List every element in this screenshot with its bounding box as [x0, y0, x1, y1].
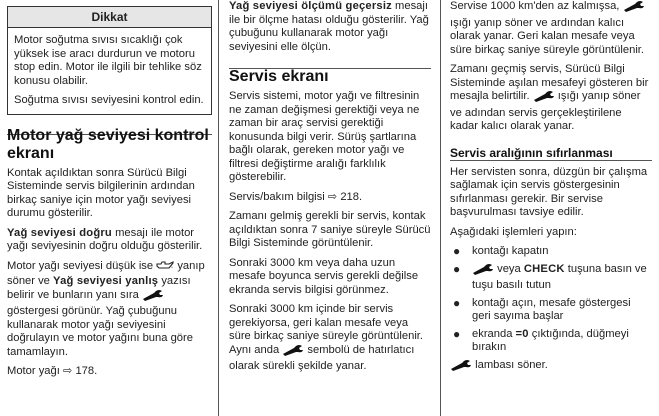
bullet-icon: ●: [453, 295, 461, 310]
list-item: [450, 297, 652, 324]
paragraph-text: lambası söner.: [472, 358, 548, 371]
column-divider-1: [218, 0, 219, 416]
paragraph-text: Motor yağı seviyesi düşük ise: [7, 259, 157, 272]
list-item-text: kontağı açın, mesafe göstergesi geri sayıma başlar: [472, 296, 631, 322]
paragraph-text: mesajı ile motor yağı seviyesinin doğru olduğu gösterilir.: [7, 226, 203, 252]
paragraph-text: göstergesi görünür. Yağ çubuğunu kullanarak motor yağı seviyesini doğrulayın ve motor yağını buna göre tamamlayın.: [7, 305, 193, 358]
reset-steps-list: [450, 245, 652, 355]
paragraph-text: yanıp söner ve: [7, 259, 205, 287]
oil-level-paragraph-1: Kontak açıldıktan sonra Sürücü Bilgi Sisteminde servis bilgilerinin ardından birkaç saniye için motor yağı seviyesi durumu gösterilir.: [7, 166, 195, 219]
oil-level-paragraph-2: [7, 227, 212, 254]
wrench-icon: [472, 263, 494, 280]
list-item-text: tuşuna basın ve tuşu basılı tutun: [472, 262, 647, 291]
oil-level-paragraph-3: [7, 260, 212, 360]
list-item: [450, 263, 652, 293]
final-paragraph: [450, 359, 652, 376]
paragraph-text: Zamanı geçmiş servis, Sürücü Bilgi Sisteminde aşılan mesafeyi gösteren bir mesajla belirtilir.: [450, 63, 649, 102]
check-button-label: CHECK: [523, 262, 565, 275]
bullet-icon: ●: [453, 326, 461, 341]
list-item: [450, 328, 652, 355]
list-item-text: ekranda: [472, 327, 516, 340]
section-heading-oil-level: Motor yağ seviyesi kontrol ekranı: [7, 126, 209, 162]
oil-reference: Motor yağı ⇨ 178.: [7, 365, 98, 377]
service-paragraph-6: [450, 63, 652, 134]
warning-title: Dikkat: [8, 7, 211, 28]
list-item-text: veya: [494, 262, 524, 275]
oil-level-ok-message: Yağ seviyesi doğru: [7, 226, 112, 239]
reset-paragraph-1: Her servisten sonra, düzgün bir çalışma sağlamak için servis göstergesinin sıfırlanması gerekir. Bir servise başvurulması tavsiye edilir.: [450, 165, 648, 218]
column-1: [7, 0, 212, 385]
warning-text-2: Soğutma sıvısı seviyesini kontrol edin.: [14, 94, 204, 106]
column-divider-2: [440, 0, 441, 416]
oil-level-wrong-message: Yağ seviyesi yanlış: [53, 275, 159, 287]
reset-paragraph-2: Aşağıdaki işlemleri yapın:: [450, 225, 577, 238]
service-paragraph-4: [229, 303, 431, 374]
paragraph-text: ışığı yanıp söner ve adından servis gerçekleştirilene kadar kalıcı olarak yanar.: [450, 90, 641, 132]
wrench-icon: [450, 359, 472, 376]
section-heading-reset: Servis aralığının sıfırlanması: [450, 145, 613, 160]
warning-box: [7, 6, 212, 115]
oil-invalid-message: Yağ seviyesi ölçümü geçersiz: [229, 0, 392, 12]
bullet-icon: ●: [453, 244, 461, 258]
bullet-icon: ●: [453, 261, 461, 276]
zero-display-value: =0: [515, 327, 529, 340]
warning-body: [8, 28, 211, 114]
section-heading-service: Servis ekranı: [229, 68, 329, 85]
service-paragraph-2: Zamanı gelmiş gerekli bir servis, kontak açıldıktan sonra 7 saniye süreyle Sürücü Bilgi Sisteminde görüntülenir.: [229, 210, 431, 249]
paragraph-text: sembolü de hatırlatıcı olarak sürekli şekilde yanar.: [229, 343, 415, 372]
list-item-text: kontağı kapatın: [472, 245, 549, 257]
wrench-icon: [282, 344, 304, 361]
wrench-icon: [623, 0, 645, 17]
service-paragraph-5: [450, 0, 652, 57]
warning-text-1: Motor soğutma sıvısı sıcaklığı çok yüksek ise aracı durdurun ve motoru stop edin. Motor ile ilgili bir tehlike söz konusu olabilir.: [14, 34, 202, 87]
column-2: [229, 0, 431, 380]
paragraph-text: yazısı belirir ve bunların yanı sıra: [7, 275, 191, 301]
paragraph-text: Sonraki 3000 km içinde bir servis gerekiyorsa, geri kalan mesafe veya süre birkaç saniye süreyle görüntülenir. Aynı anda: [229, 303, 424, 356]
wrench-icon: [142, 289, 164, 306]
service-paragraph-3: Sonraki 3000 km veya daha uzun mesafe boyunca servis gerekli değilse ekranda servis bilgisi görünmez.: [229, 256, 419, 296]
oil-invalid-paragraph: [229, 0, 431, 54]
paragraph-text: Servise 1000 km'den az kalmışsa,: [450, 0, 623, 12]
paragraph-text: ışığı yanıp söner ve ardından kalıcı olarak yanar. Geri kalan mesafe veya süre birkaç saniye süreyle görüntülenir.: [450, 16, 645, 56]
service-paragraph-1: Servis sistemi, motor yağı ve filtresinin ne zaman değişmesi gerektiği veya ne zaman bir araç servisi gerektiği konusunda bilgi verir. Sürüş şartlarına bağlı olarak, gereken motor yağı ve filtresi değiştirme aralığı farklılık gösterebilir.: [229, 90, 420, 183]
oil-can-icon: [156, 261, 174, 276]
list-item-text: çıktığında, düğmeyi bırakın: [472, 327, 629, 353]
paragraph-text: mesajı ile bir ölçme hatası olduğu gösterilir. Yağ çubuğunu kullanarak motor yağı seviyesini elle ölçün.: [229, 0, 429, 53]
column-3: [450, 0, 652, 381]
service-reference: Servis/bakım bilgisi ⇨ 218.: [229, 190, 363, 203]
list-item: [450, 245, 652, 259]
wrench-icon: [533, 90, 555, 107]
